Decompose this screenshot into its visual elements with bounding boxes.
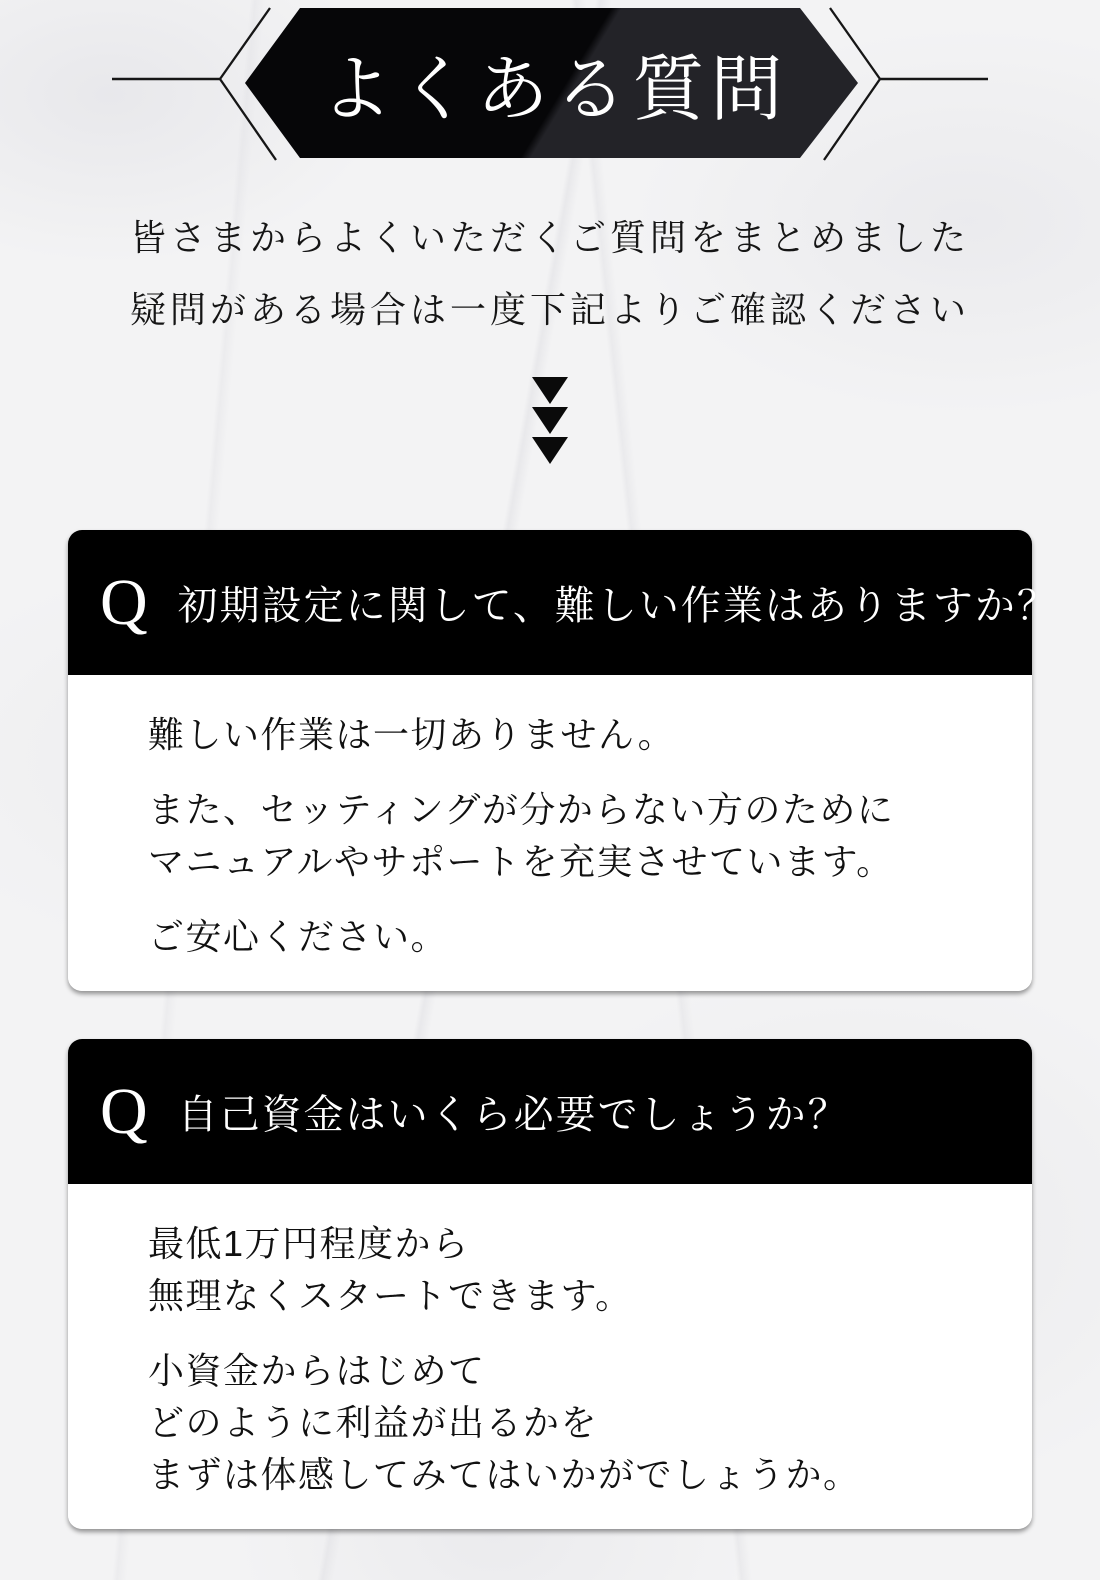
faq-card-required-funds [68, 1039, 1032, 1529]
intro-line-2: 疑問がある場合は一度下記よりご確認ください [129, 289, 970, 330]
faq-answer [68, 675, 1032, 991]
answer-line: 最低1万円程度から [148, 1223, 470, 1264]
answer-line: どのように利益が出るかを [148, 1402, 599, 1443]
triangle-down-icon [532, 377, 568, 404]
faq-answer [68, 1184, 1032, 1529]
intro-line-1: 皆さまからよくいただくご質問をまとめました [129, 217, 970, 258]
answer-paragraph [148, 1218, 992, 1322]
faq-hero [0, 0, 1100, 170]
triangle-down-icon [532, 437, 568, 464]
page-title: よくある質問 [320, 50, 789, 130]
answer-line: まずは体感してみてはいかがでしょうか。 [148, 1454, 861, 1495]
answer-line: 無理なくスタートできます。 [148, 1275, 633, 1316]
scroll-down-arrows [0, 377, 1100, 467]
q-label: Q [100, 1074, 148, 1148]
q-label: Q [100, 565, 148, 639]
faq-card-initial-setup [68, 530, 1059, 991]
question-text: 初期設定に関して、難しい作業はありますか？ [177, 583, 1059, 628]
faq-question-row [68, 530, 1059, 675]
answer-line: 難しい作業は一切ありません。 [148, 714, 676, 755]
faq-question-row [68, 1039, 1032, 1184]
answer-paragraph [148, 784, 992, 888]
answer-line: 小資金からはじめて [148, 1350, 486, 1391]
answer-paragraph [148, 911, 992, 963]
answer-line: また、セッティングが分からない方のために [148, 789, 895, 830]
triangle-down-icon [532, 407, 568, 434]
intro-text [0, 202, 1100, 346]
answer-line: ご安心ください。 [148, 916, 449, 957]
answer-paragraph [148, 1345, 992, 1501]
answer-line: マニュアルやサポートを充実させています。 [148, 841, 894, 882]
answer-paragraph [148, 709, 992, 761]
question-text: 自己資金はいくら必要でしょうか？ [177, 1092, 850, 1137]
